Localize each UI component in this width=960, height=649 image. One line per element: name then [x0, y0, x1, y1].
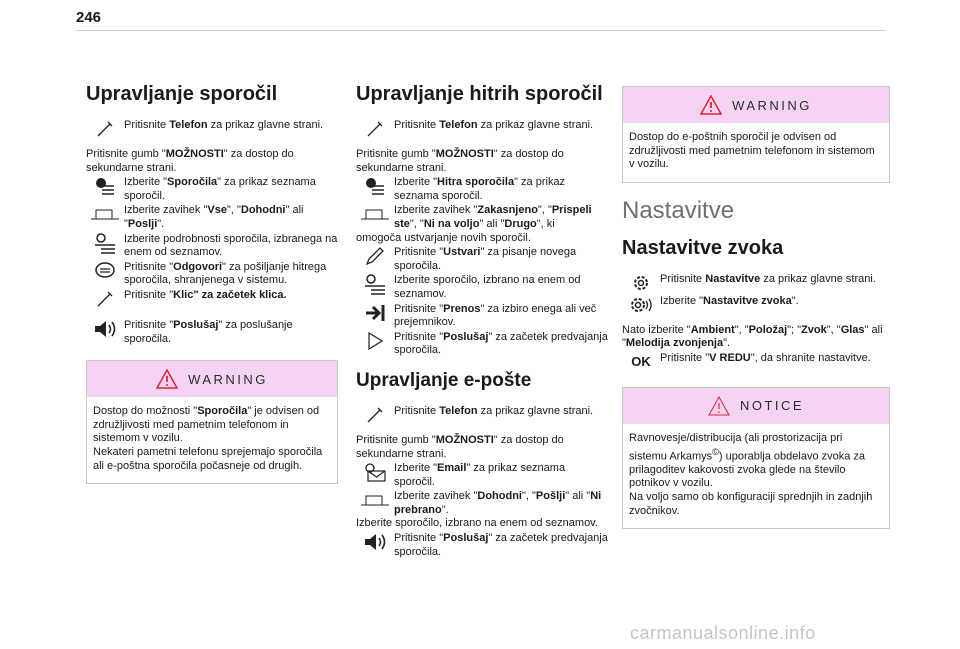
- step-transfer: [356, 302, 608, 330]
- pen-icon: [356, 118, 394, 140]
- warning-box: [86, 360, 338, 484]
- column-messages: [86, 83, 338, 484]
- select-text: Izberite sporočilo, izbrano na enem od seznamov.: [356, 517, 598, 530]
- column-quick-messages: [356, 83, 608, 559]
- step-text: Pritisnite "Poslušaj" za poslušanje sporočila.: [124, 318, 293, 345]
- step-text: Pritisnite Nastavitve za prikaz glavne strani.: [660, 272, 876, 285]
- step-text: Izberite podrobnosti sporočila, izbranega na enem od seznamov.: [124, 232, 338, 259]
- step-text: Izberite "Hitra sporočila" za prikaz seznama sporočil.: [394, 176, 566, 202]
- intro-text: Pritisnite gumb "MOŽNOSTI" za dostop do sekundarne strani.: [356, 433, 564, 460]
- speaker-icon: [86, 318, 124, 340]
- play-icon: [356, 330, 394, 352]
- section-title: Upravljanje hitrih sporočil: [356, 83, 603, 105]
- step-text: Pritisnite Telefon za prikaz glavne strani.: [394, 404, 594, 417]
- step-phone: [86, 118, 338, 140]
- step-text: Izberite "Email" za prikaz seznama sporočil.: [394, 462, 566, 488]
- warning-box: [622, 86, 890, 183]
- pen-icon: [86, 118, 124, 140]
- notice-icon: [708, 396, 730, 416]
- warning-icon: [156, 369, 178, 389]
- page-number: 246: [76, 9, 102, 26]
- step-text: Izberite zavihek "Vse", "Dohodni" ali "Poslji".: [124, 204, 304, 230]
- intro-text: Pritisnite gumb "MOŽNOSTI" za dostop do sekundarne strani.: [86, 148, 294, 174]
- step-text: Izberite zavihek "Zakasnjeno", "Prispeli ste", "Ni na voljo" ali "Drugo", ki: [394, 204, 592, 230]
- step-select: [356, 273, 608, 301]
- section-title: Nastavitve zvoka: [622, 236, 784, 259]
- step-ok: [622, 351, 890, 373]
- continuation-text: omogoča ustvarjanje novih sporočil.: [356, 231, 531, 244]
- step-text: Pritisnite "Ustvari" za pisanje novega sporočila.: [394, 246, 577, 272]
- transfer-arrow-icon: [356, 302, 394, 324]
- step-quick: [356, 175, 608, 203]
- step-tabs: [356, 203, 608, 231]
- step-text: Izberite sporočilo, izbrano na enem od seznamov.: [394, 274, 581, 300]
- step-call: [86, 288, 338, 310]
- warning-header: [623, 87, 889, 123]
- tab-icon: [86, 203, 124, 225]
- step-play: [356, 330, 608, 358]
- pen-icon: [356, 404, 394, 426]
- warning-label: WARNING: [188, 371, 268, 387]
- detail-list-icon: [86, 232, 124, 254]
- step-text: Izberite "Sporočila" za prikaz seznama sporočil.: [124, 176, 316, 202]
- step-text: Pritisnite "V REDU", da shranite nastavitve.: [660, 351, 871, 364]
- pencil-icon: [356, 245, 394, 267]
- step-text: Pritisnite "Prenos" za izbiro enega ali več prejemnikov.: [394, 302, 597, 329]
- intro-text: Pritisnite gumb "MOŽNOSTI" za dostop do sekundarne strani.: [356, 148, 564, 174]
- step-text: Izberite "Nastavitve zvoka".: [660, 294, 799, 307]
- step-text: Pritisnite "Odgovori" za pošiljanje hitrega sporočila, shranjenega v sistemu.: [124, 260, 327, 287]
- step-text: Izberite zavihek "Dohodni", "Pošlji" ali "Ni prebrano".: [394, 490, 602, 516]
- column-settings: [622, 86, 890, 529]
- detail-list-icon: [356, 273, 394, 295]
- notice-text: Ravnovesje/distribucija (ali prostorizacija pri sistemu Arkamys©) uporablja obdelavo zvoka za prilagoditev kakovosti zvoka glede na število potnikov v vozilu. Na voljo samo ob konfiguraciji sprednjih in zadnjih zvočnikov.: [629, 431, 873, 517]
- step-sound-settings: [622, 294, 890, 316]
- message-list-icon: [86, 175, 124, 197]
- sound-gear-icon: [622, 294, 660, 316]
- step-tabs: [356, 489, 608, 517]
- step-messages: [86, 175, 338, 203]
- watermark: carmanualsonline.info: [630, 623, 816, 643]
- step-text: Pritisnite "Poslušaj" za začetek predvajanja sporočila.: [394, 330, 608, 357]
- section-title: Upravljanje sporočil: [86, 83, 278, 105]
- step-tabs: [86, 203, 338, 231]
- quick-message-icon: [356, 175, 394, 197]
- step-listen: [86, 318, 338, 346]
- step-create: [356, 245, 608, 273]
- gear-icon: [622, 272, 660, 294]
- step-text: Pritisnite Telefon za prikaz glavne strani.: [394, 119, 594, 131]
- chat-icon: [86, 260, 124, 282]
- step-phone: [356, 118, 608, 140]
- warning-text: Dostop do možnosti "Sporočila" je odvisen od združljivosti med pametnim telefonom in sistemom v vozilu. Nekateri pametni telefonu sprejemajo sporočila ali e-poštna sporočila počasneje od drugih.: [93, 405, 323, 472]
- step-email: [356, 461, 608, 489]
- step-settings: [622, 272, 890, 294]
- step-text: Pritisnite "Klic" za začetek klica.: [124, 288, 287, 301]
- ok-button-label: OK: [631, 354, 651, 370]
- chapter-title: Nastavitve: [622, 196, 735, 224]
- warning-label: WARNING: [732, 97, 812, 113]
- step-details: [86, 232, 338, 260]
- step-reply: [86, 260, 338, 288]
- header-divider: [76, 30, 886, 31]
- intro-text: Nato izberite "Ambient", "Položaj"; "Zvok", "Glas" ali "Melodija zvonjenja".: [622, 323, 883, 350]
- step-phone: [356, 404, 608, 426]
- speaker-icon: [356, 531, 394, 553]
- tab-icon: [356, 489, 394, 511]
- warning-header: [87, 361, 337, 397]
- section-title-email: Upravljanje e-pošte: [356, 369, 532, 391]
- step-text: Pritisnite "Poslušaj" za začetek predvajanja sporočila.: [394, 532, 608, 558]
- email-icon: [356, 461, 394, 483]
- notice-label: NOTICE: [739, 398, 805, 414]
- step-listen: [356, 531, 608, 559]
- step-text: Pritisnite Telefon za prikaz glavne strani.: [124, 119, 324, 131]
- pen-icon: [86, 288, 124, 310]
- warning-text: Dostop do e-poštnih sporočil je odvisen od združljivosti med pametnim telefonom in sistemom v vozilu.: [629, 131, 875, 171]
- notice-box: [622, 387, 890, 529]
- notice-header: [623, 388, 889, 424]
- tab-icon: [356, 203, 394, 225]
- warning-icon: [700, 95, 722, 115]
